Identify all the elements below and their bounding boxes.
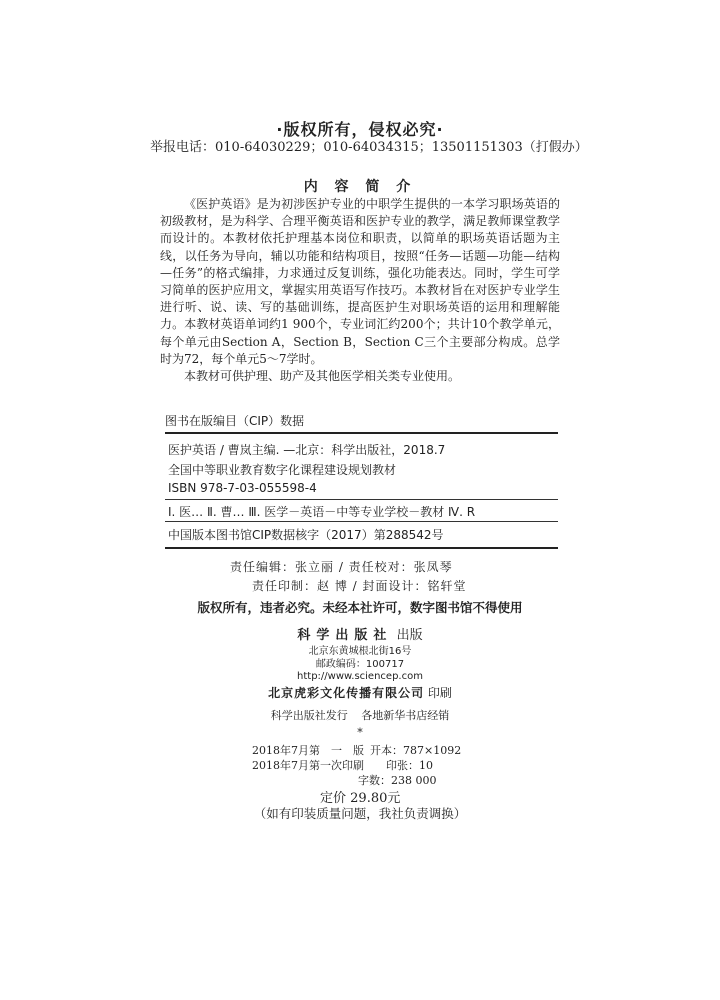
first-edition: 2018年7月第 一 版 <box>252 744 364 757</box>
publisher-url: http://www.sciencep.com <box>297 671 423 682</box>
report-phone: 举报电话：010-64030229；010-64034315；13501151303（打假办） <box>150 140 588 155</box>
printing-row <box>252 757 433 773</box>
staff-credits <box>230 558 467 596</box>
cip-divider <box>165 521 558 522</box>
distribution-line <box>0 707 720 723</box>
summary-paragraph: 《医护英语》是为初涉医护专业的中职学生提供的一本学习职场英语的初级教材，是为科学、合理平衡英语和医护专业的教学，满足教师课堂教学而设计的。本教材依托护理基本岗位和职责，以简单的职场英语话题为主线，以任务为导向，辅以功能和结构项目，按照“任务—话题—功能—结构—任务”的格式编排，力求通过反复训练，强化功能表达。同时，学生可学习简单的医护应用文，掌握实用英语写作技巧。本教材旨在对医护专业学生进行听、说、读、写的基础训练，提高医护生对职场英语的运用和理解能力。本教材英语单词约1 900个，专业词汇约200个；共计10个教学单元，每个单元由Section A，Section B，Section C三个主要部分构成。总学时为72，每个单元5～7学时。 <box>160 197 560 366</box>
cip-line: 全国中等职业教育数字化课程建设规划教材 <box>168 463 397 477</box>
publisher-suffix: 出版 <box>396 628 423 643</box>
publisher-name: 科学出版社 <box>297 628 393 643</box>
word-count: 字数：238 000 <box>358 774 437 787</box>
publisher-line <box>0 624 720 643</box>
price-label: 定价 <box>320 791 347 806</box>
copyright-warning: 版权所有，违者必究。未经本社许可，数字图书馆不得使用 <box>197 600 523 615</box>
printer-suffix: 印刷 <box>427 686 452 700</box>
issuer: 科学出版社发行 <box>270 709 348 722</box>
summary-paragraph: 本教材可供护理、助产及其他医学相关类专业使用。 <box>184 369 461 384</box>
cip-heading: 图书在版编目（CIP）数据 <box>165 414 305 428</box>
separator-star: * <box>357 726 363 739</box>
publisher-postcode: 邮政编码：100717 <box>315 659 405 670</box>
quality-notice: （如有印装质量问题，我社负责调换） <box>253 806 467 821</box>
cip-divider <box>165 499 558 500</box>
seller: 各地新华书店经销 <box>361 709 450 722</box>
publisher-address: 北京东黄城根北街16号 <box>308 646 412 657</box>
cip-line: 医护英语 / 曹岚主编. —北京：科学出版社，2018.7 <box>168 443 446 457</box>
cip-divider <box>165 547 558 549</box>
printer-name: 北京虎彩文化传播有限公司 <box>268 686 425 700</box>
format: 开本：787×1092 <box>370 744 462 757</box>
summary-title: 内 容 简 介 <box>303 179 417 195</box>
summary-text <box>160 196 560 385</box>
cip-line: ISBN 978-7-03-055598-4 <box>168 481 317 495</box>
cip-library-line: 中国版本图书馆CIP数据核字（2017）第288542号 <box>168 528 444 542</box>
price-value: 29.80元 <box>350 791 401 806</box>
staff-line: 责任印制：赵 博 / 封面设计：铭轩堂 <box>252 579 467 593</box>
cip-divider <box>165 432 558 434</box>
cip-line: Ⅰ. 医… Ⅱ. 曹… Ⅲ. 医学－英语－中等专业学校－教材 Ⅳ. R <box>168 505 476 519</box>
rights-title: ·版权所有，侵权必究· <box>276 120 444 139</box>
staff-line: 责任编辑：张立丽 / 责任校对：张凤琴 <box>230 560 453 574</box>
sheets: 印张：10 <box>386 759 433 772</box>
edition-row <box>252 742 461 758</box>
printer-line <box>0 684 720 701</box>
first-print: 2018年7月第一次印刷 <box>252 759 364 772</box>
